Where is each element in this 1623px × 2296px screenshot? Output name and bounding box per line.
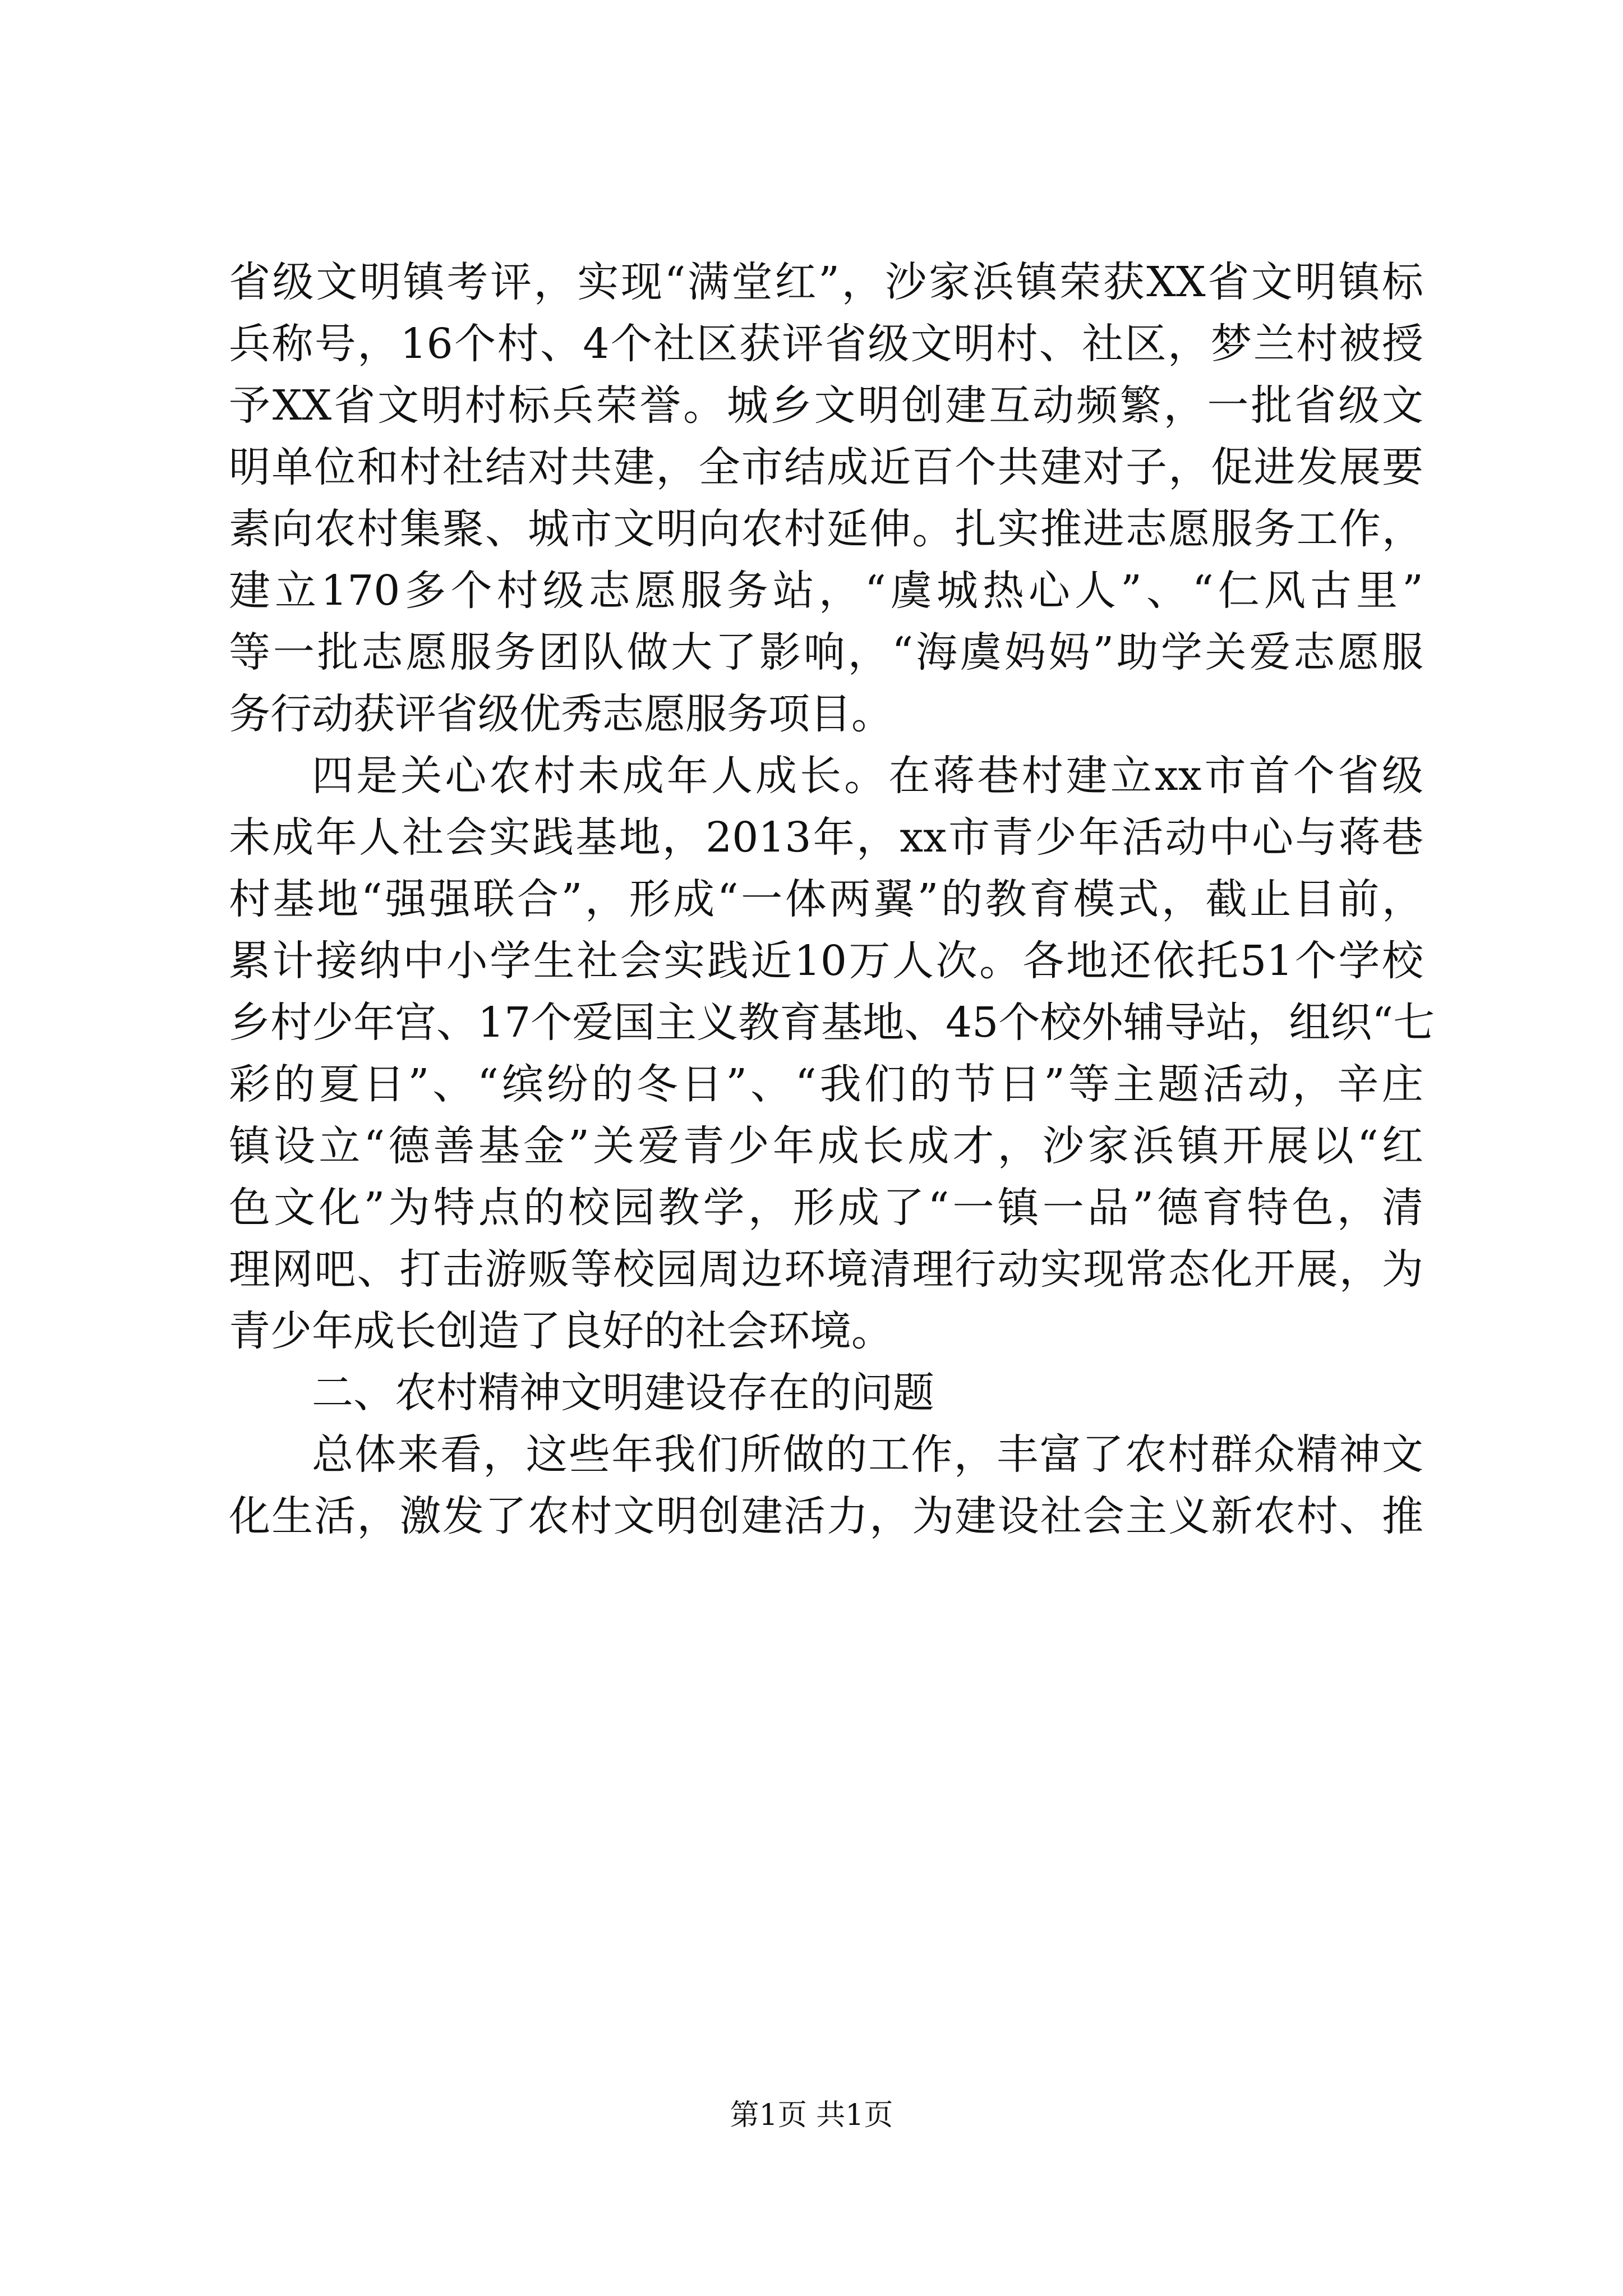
text-line: 理网吧、打击游贩等校园周边环境清理行动实现常态化开展，为: [229, 1245, 1423, 1294]
document-body: [229, 251, 1435, 1547]
text-line: 未成年人社会实践基地，2013年，xx市青少年活动中心与蒋巷: [229, 813, 1423, 862]
text-line: 累计接纳中小学生社会实践近10万人次。各地还依托51个学校: [229, 937, 1423, 985]
text-line: 青少年成长创造了良好的社会环境。: [229, 1307, 893, 1355]
text-line: 明单位和村社结对共建，全市结成近百个共建对子，促进发展要: [229, 443, 1423, 491]
text-line: 镇设立“德善基金”关爱青少年成长成才，沙家浜镇开展以“红: [229, 1122, 1423, 1170]
paragraph-first-line: 四是关心农村未成年人成长。在蒋巷村建立xx市首个省级: [312, 752, 1423, 800]
text-line: 化生活，激发了农村文明创建活力，为建设社会主义新农村、推: [229, 1492, 1423, 1540]
text-line: 建立170多个村级志愿服务站，“虞城热心人”、“仁风古里”: [229, 567, 1423, 615]
text-line: 等一批志愿服务团队做大了影响，“海虞妈妈”助学关爱志愿服: [229, 628, 1423, 677]
text-line: 省级文明镇考评，实现“满堂红”，沙家浜镇荣获XX省文明镇标: [229, 258, 1423, 306]
section-heading: 二、农村精神文明建设存在的问题: [312, 1369, 934, 1417]
page-footer: [0, 2096, 1623, 2135]
text-line: 色文化”为特点的校园教学，形成了“一镇一品”德育特色，清: [229, 1184, 1423, 1232]
text-line: 彩的夏日”、“缤纷的冬日”、“我们的节日”等主题活动，辛庄: [229, 1060, 1423, 1108]
text-line: 兵称号，16个村、4个社区获评省级文明村、社区，梦兰村被授: [229, 320, 1423, 368]
paragraph-first-line: 总体来看，这些年我们所做的工作，丰富了农村群众精神文: [312, 1430, 1423, 1479]
page-number: 第1页 共1页: [730, 2099, 893, 2132]
text-line: 乡村少年宫、17个爱国主义教育基地、45个校外辅导站，组织“七: [229, 999, 1435, 1047]
text-line: 素向农村集聚、城市文明向农村延伸。扎实推进志愿服务工作，: [229, 505, 1423, 553]
text-line: 务行动获评省级优秀志愿服务项目。: [229, 690, 893, 738]
text-line: 予XX省文明村标兵荣誉。城乡文明创建互动频繁，一批省级文: [229, 381, 1423, 430]
text-line: 村基地“强强联合”，形成“一体两翼”的教育模式，截止目前，: [229, 875, 1423, 923]
